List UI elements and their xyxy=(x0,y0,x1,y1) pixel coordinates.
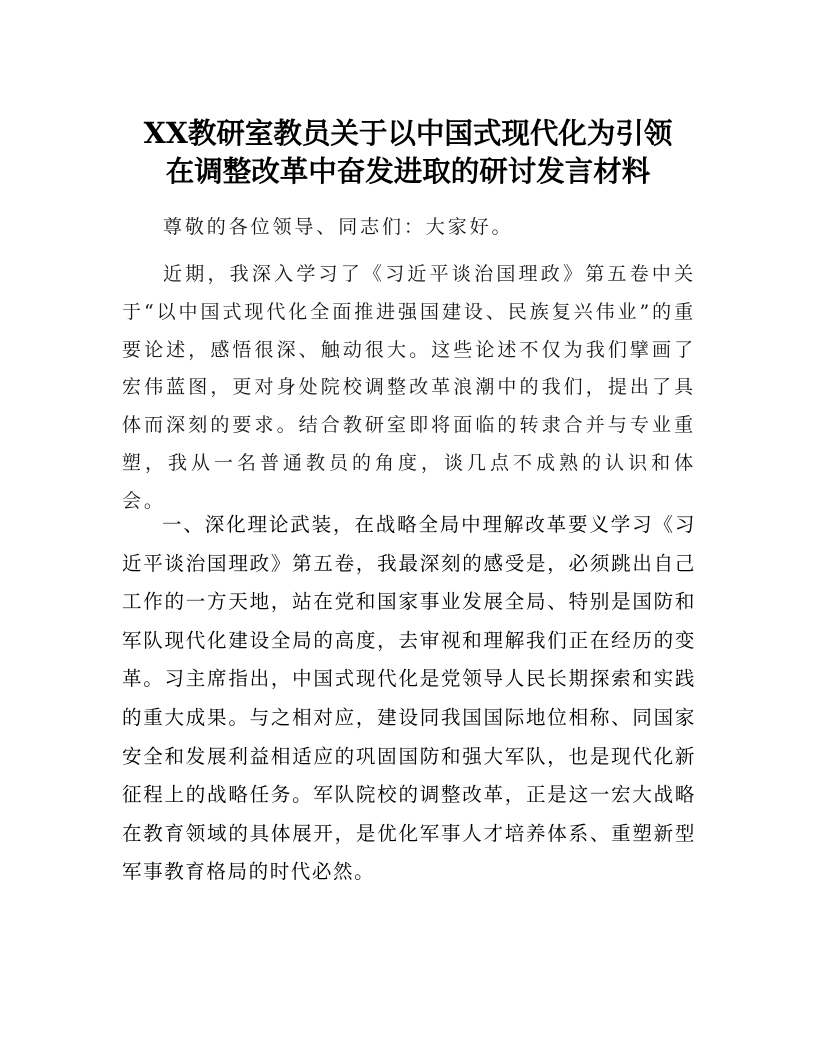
greeting-paragraph: 尊敬的各位领导、同志们：大家好。 xyxy=(163,216,514,238)
intro-paragraph: 近期，我深入学习了《习近平谈治国理政》第五卷中关于“以中国式现代化全面推进强国建设、民族复兴伟业”的重要论述，感悟很深、触动很大。这些论述不仅为我们擘画了宏伟蓝图，更对身处院校调整改革浪潮中的我们，提出了具体而深刻的要求。结合教研室即将面临的转隶合并与专业重塑，我从一名普通教员的角度，谈几点不成熟的认识和体会。 xyxy=(122,263,696,512)
section-1-paragraph: 一、深化理论武装，在战略全局中理解改革要义学习《习近平谈治国理政》第五卷，我最深刻的感受是，必须跳出自己工作的一方天地，站在党和国家事业发展全局、特别是国防和军队现代化建设全局的高度，去审视和理解我们正在经历的变革。习主席指出，中国式现代化是党领导人民长期探索和实践的重大成果。与之相对应，建设同我国国际地位相称、同国家安全和发展利益相适应的巩固国防和强大军队，也是现代化新征程上的战略任务。军队院校的调整改革，正是这一宏大战略在教育领域的具体展开，是优化军事人才培养体系、重塑新型军事教育格局的时代必然。 xyxy=(122,513,696,884)
title-line-1: XX教研室教员关于以中国式现代化为引领 xyxy=(143,116,673,150)
document-title xyxy=(100,114,716,190)
title-line-2: 在调整改革中奋发进取的研讨发言材料 xyxy=(165,154,651,188)
